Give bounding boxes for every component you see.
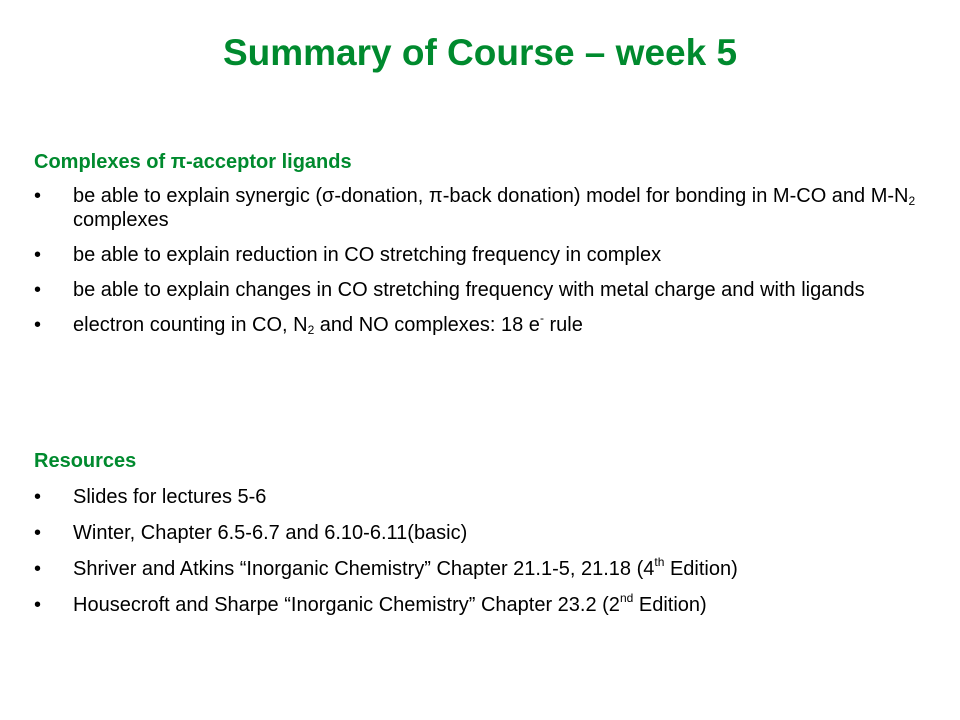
list-item-text: Winter, Chapter 6.5-6.7 and 6.10-6.11(basic) bbox=[73, 522, 468, 544]
list-item bbox=[34, 184, 934, 232]
learning-outcomes-section bbox=[34, 150, 934, 348]
list-item-text: Slides for lectures 5-6 bbox=[73, 486, 267, 508]
heading-text: Complexes of bbox=[34, 151, 171, 173]
list-item bbox=[34, 557, 960, 581]
section-heading: Resources bbox=[34, 450, 137, 472]
list-item-text: electron counting in CO, $N_2$ and NO complexes: 18 e- rule bbox=[73, 311, 583, 337]
slide-title: Summary of Course – week 5 bbox=[222, 32, 738, 73]
bullet-icon: • bbox=[34, 314, 42, 336]
bullet-icon: • bbox=[34, 522, 42, 544]
bullet-icon: • bbox=[34, 558, 42, 580]
bullet-icon: • bbox=[34, 244, 42, 266]
bullet-icon: • bbox=[34, 279, 42, 301]
sigma-symbol: σ bbox=[322, 185, 335, 207]
list-item bbox=[34, 313, 934, 337]
bullet-icon: • bbox=[34, 185, 42, 207]
pi-symbol: π bbox=[170, 151, 187, 173]
list-item-text: Shriver and Atkins “Inorganic Chemistry” Chapter 21.1-5, 21.18 (4th Edition) bbox=[73, 555, 738, 580]
list-item bbox=[34, 593, 960, 617]
list-item bbox=[34, 521, 960, 545]
heading-text-rest: -acceptor ligands bbox=[186, 151, 352, 173]
list-item bbox=[34, 278, 934, 302]
resources-section bbox=[34, 449, 960, 629]
list-item bbox=[34, 485, 960, 509]
list-item-text: be able to explain changes in CO stretching frequency with metal charge and with ligands bbox=[73, 279, 865, 301]
list-item-text: be able to explain reduction in CO stretching frequency in complex bbox=[73, 244, 662, 266]
list-item bbox=[34, 243, 934, 267]
bullet-icon: • bbox=[34, 486, 42, 508]
list-item-text: Housecroft and Sharpe “Inorganic Chemistry” Chapter 23.2 (2nd Edition) bbox=[73, 591, 707, 616]
section-heading bbox=[34, 150, 934, 174]
pi-symbol: π bbox=[428, 185, 443, 207]
list-item-text: be able to explain synergic (σ-donation, π-back donation) model for bonding in M-CO and $M-N_2$ complexes bbox=[73, 185, 916, 231]
bullet-icon: • bbox=[34, 594, 42, 616]
